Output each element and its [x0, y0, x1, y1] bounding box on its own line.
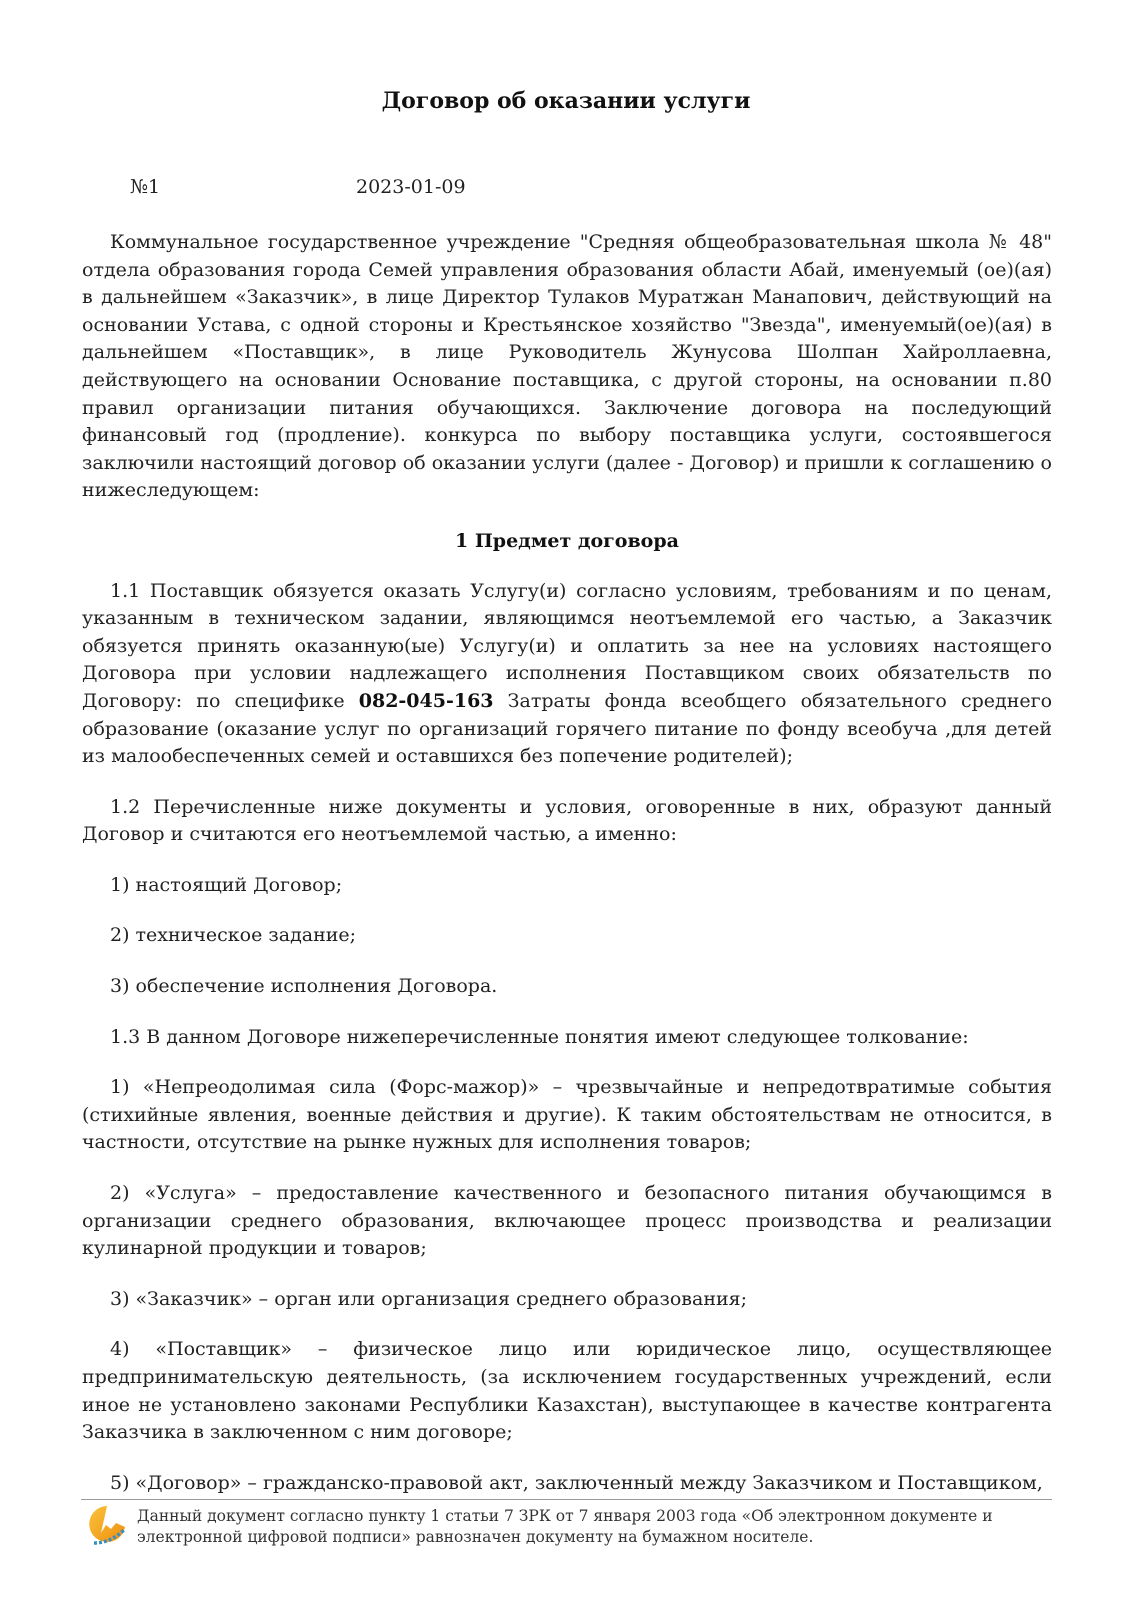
definition-item: 3) «Заказчик» – орган или организация среднего образования; — [110, 1287, 748, 1310]
definition-item: 1) «Непреодолимая сила (Форс-мажор)» – чрезвычайные и непредотвратимые события (стихийные явления, военные действия и другие). К таким обстоятельствам не относится, в частности, отсутствие на рынке нужных для исполнения товаров; — [82, 1076, 1052, 1154]
list-item: 2) техническое задание; — [110, 924, 357, 947]
definition-item: 4) «Поставщик» – физическое лицо или юридическое лицо, осуществляющее предпринимательскую деятельность, (за исключением государственных учреждений, если иное не установлено законами Республики Казахстан), выступающее в качестве контрагента Заказчика в заключенном с ним договоре; — [82, 1338, 1052, 1444]
e-document-notice: Данный документ согласно пункту 1 статьи 7 ЗРК от 7 января 2003 года «Об электронном документе и электронной цифровой подписи» равнозначен документу на бумажном носителе. — [137, 1507, 993, 1546]
document-body — [82, 229, 1052, 1497]
footer-divider — [81, 1499, 1052, 1500]
contract-date: 2023-01-09 — [356, 176, 466, 198]
contract-number: №1 — [130, 176, 161, 198]
clause-1-2: 1.2 Перечисленные ниже документы и условия, оговоренные в них, образуют данный Договор и считаются его неотъемлемой частью, а именно: — [82, 795, 1052, 846]
definition-item: 2) «Услуга» – предоставление качественного и безопасного питания обучающимся в организации среднего образования, включающее процесс производства и реализации кулинарной продукции и товаров; — [82, 1182, 1052, 1260]
document-title: Договор об оказании услуги — [381, 88, 751, 114]
clause-1-1 — [82, 578, 1052, 771]
list-item: 1) настоящий Договор; — [110, 873, 343, 896]
budget-specific-code: 082-045-163 — [358, 689, 494, 712]
clause-1-1-text-start: 1.1 Поставщик обязуется оказать Услугу(и) согласно условиям, требованиям и по ценам, указанным в техническом задании, являющимся неотъемлемой его частью, а Заказчик обязуется принять оказанную(ые) Услугу(и) и оплатить за нее на условиях настоящего Договора при условии надлежащего исполнения Поставщиком своих обязательств по Договору: по специфике — [82, 579, 1052, 712]
clause-1-3: 1.3 В данном Договоре нижеперечисленные понятия имеют следующее толкование: — [110, 1025, 969, 1048]
egov-logo-icon — [86, 1503, 128, 1545]
definition-item: 5) «Договор» – гражданско-правовой акт, заключенный между Заказчиком и Поставщиком, — [110, 1471, 1043, 1494]
list-item: 3) обеспечение исполнения Договора. — [110, 975, 498, 998]
clause-1-1-text-end: Затраты фонда всеобщего обязательного среднего образование (оказание услуг по организаций горячего питание по фонду всеобуча ,для детей из малообеспеченных семей и оставшихся без попечение родителей); — [82, 689, 1053, 768]
section-heading: 1 Предмет договора — [455, 529, 679, 552]
preamble-paragraph: Коммунальное государственное учреждение "Средняя общеобразовательная школа № 48" отдела образования города Семей управления образования области Абай, именуемый (ое)(ая) в дальнейшем «Заказчик», в лице Директор Тулаков Муратжан Манапович, действующий на основании Устава, с одной стороны и Крестьянское хозяйство "Звезда", именуемый(ое)(ая) в дальнейшем «Поставщик», в лице Руководитель Жунусова Шолпан Хайроллаевна, действующего на основании Основание поставщика, с другой стороны, на основании п.80 правил организации питания обучающихся. Заключение договора на последующий финансовый год (продление). конкурса по выбору поставщика услуги, состоявшегося заключили настоящий договор об оказании услуги (далее - Договор) и пришли к соглашению о нижеследующем: — [82, 231, 1052, 502]
